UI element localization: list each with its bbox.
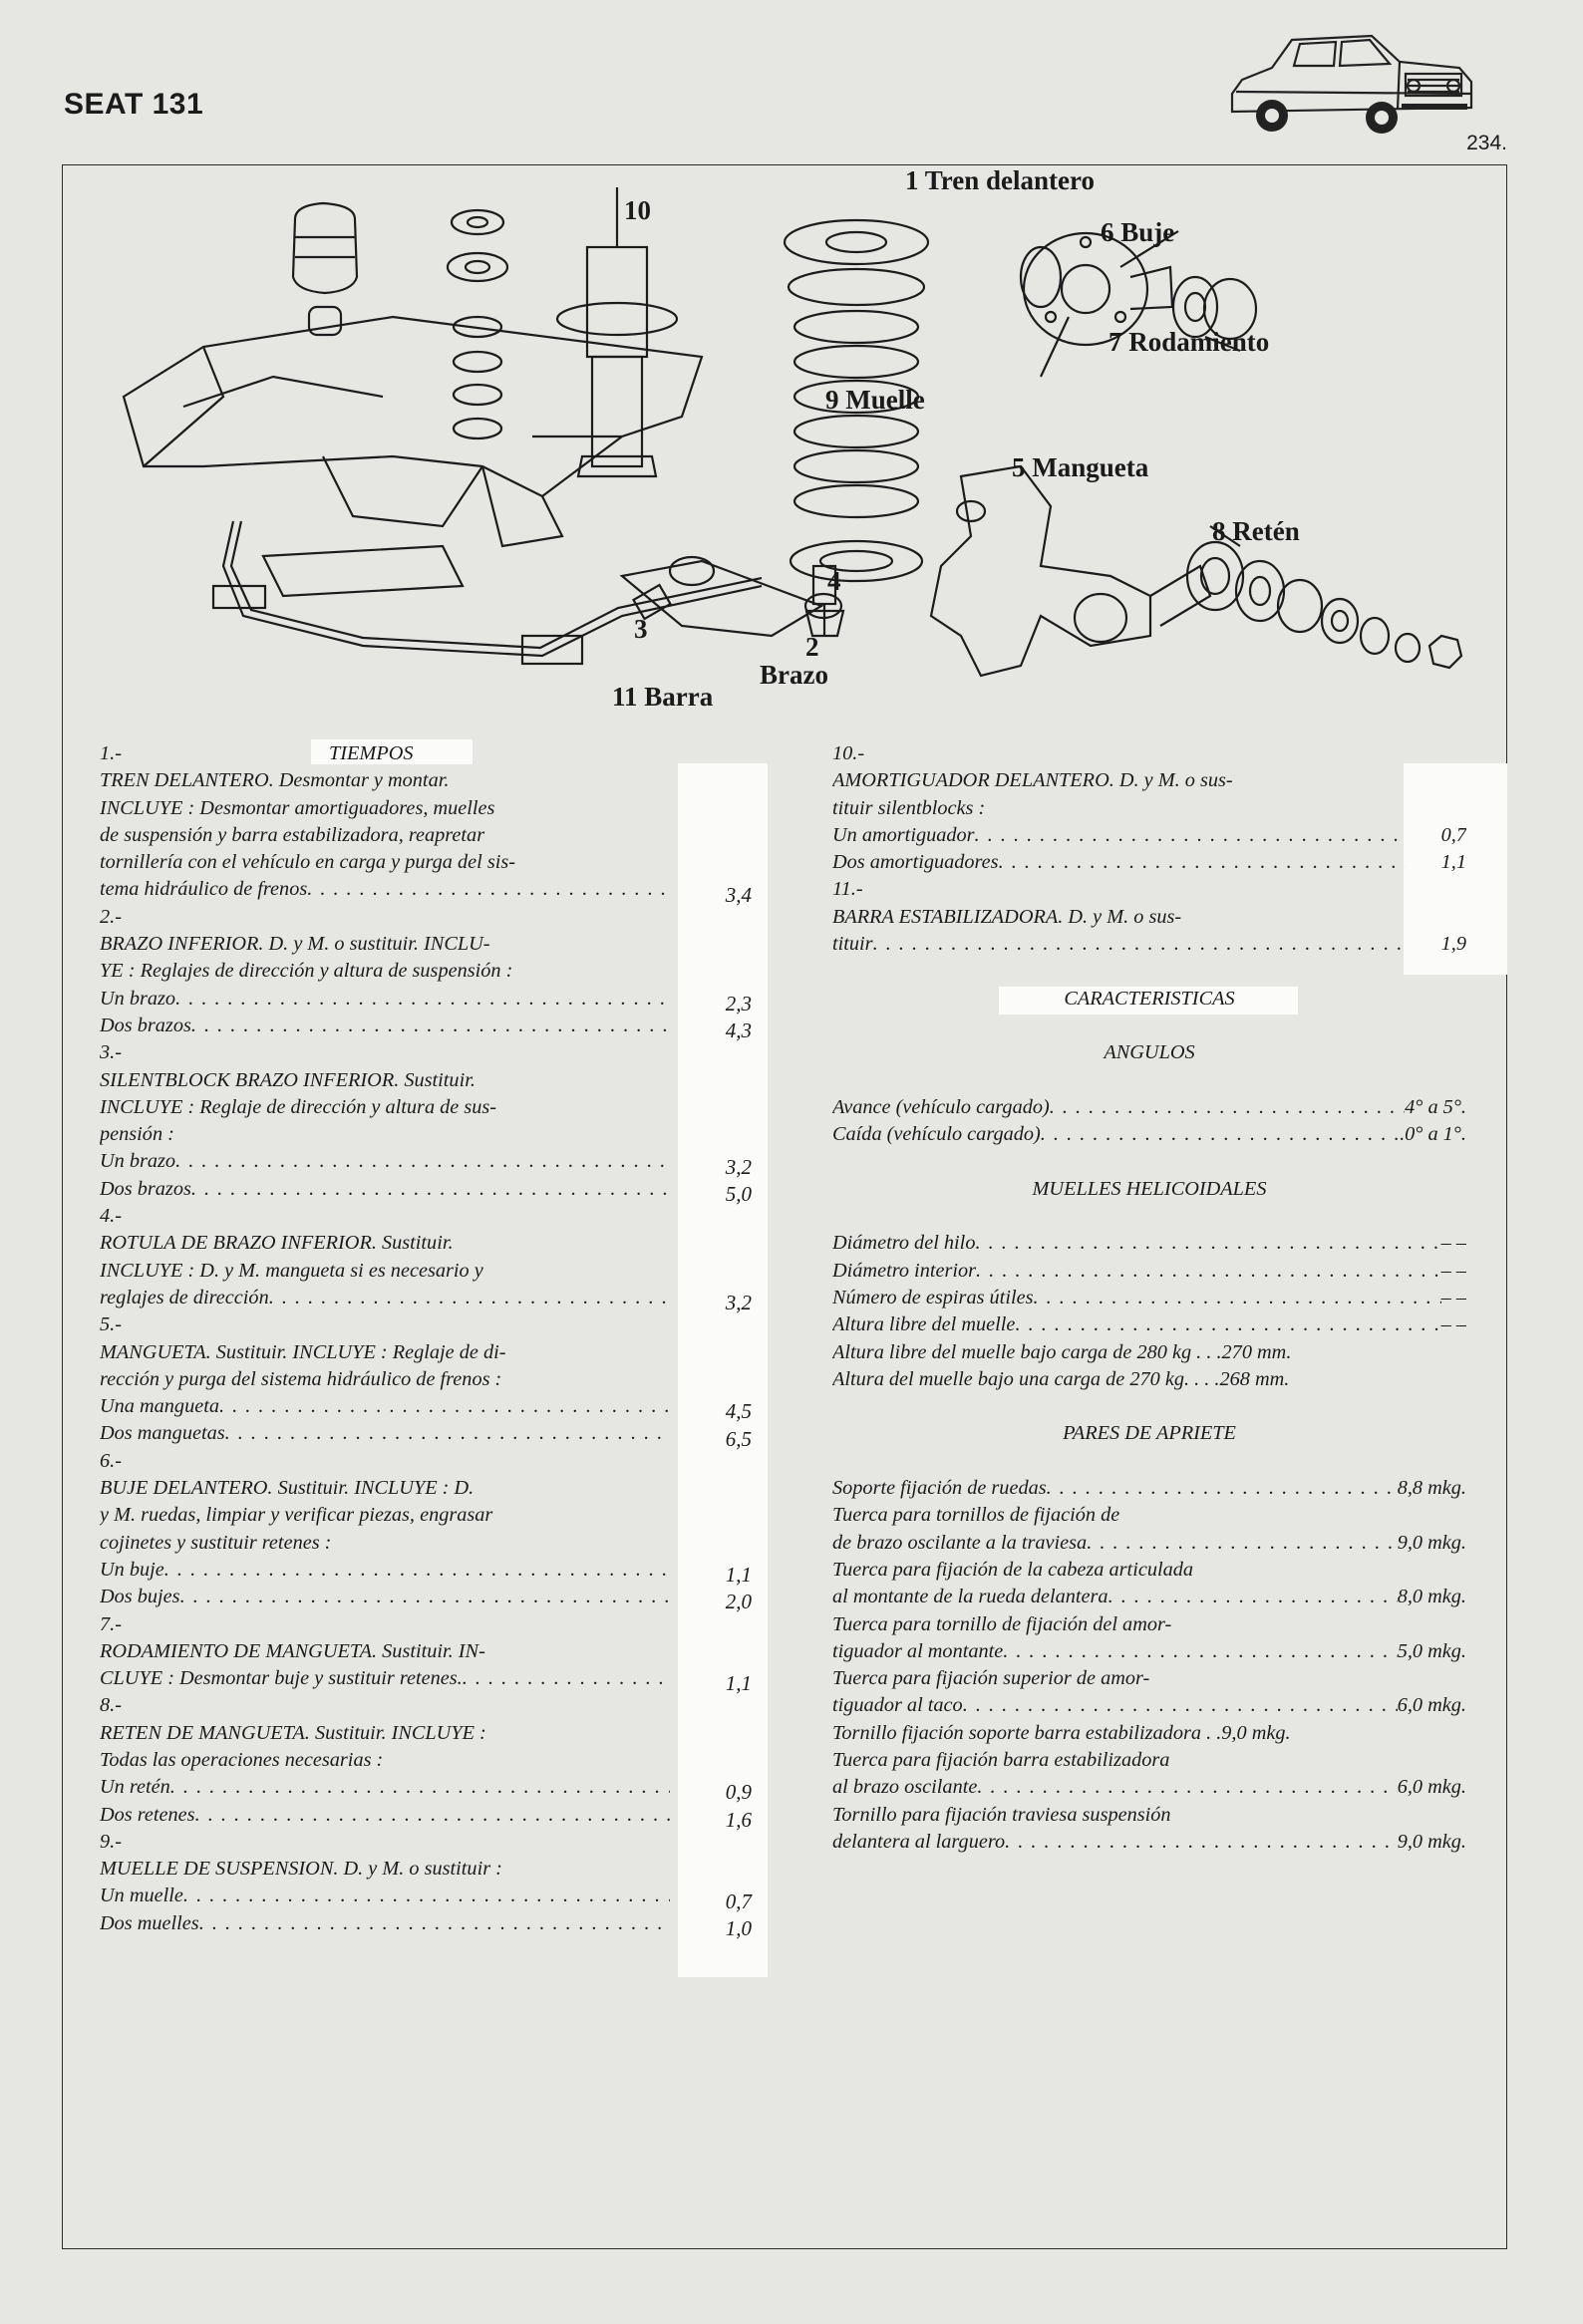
right-line [832, 1258, 1466, 1285]
left-line-text: 5.- [100, 1313, 122, 1336]
left-line-text: INCLUYE : Desmontar amortiguadores, muelles [100, 796, 495, 819]
left-line-text: tema hidráulico de frenos [100, 878, 308, 901]
spec-value: 8,0 mkg. [1397, 1586, 1466, 1608]
right-line [832, 1366, 1466, 1393]
right-line [832, 1638, 1466, 1665]
right-line-text: Caída (vehículo cargado) [832, 1123, 1041, 1146]
left-line-text: 2.- [100, 905, 122, 928]
right-line [832, 1339, 1466, 1366]
left-line-text: 3.- [100, 1041, 122, 1064]
left-line [100, 904, 670, 931]
left-line-text: INCLUYE : D. y M. mangueta si es necesario y [100, 1259, 483, 1282]
left-line [100, 1013, 670, 1039]
right-line-text: Altura libre del muelle bajo carga de 280 kg . . .270 mm. [832, 1340, 1292, 1363]
right-line [832, 849, 1466, 876]
left-line [100, 767, 670, 794]
left-line [100, 1692, 670, 1719]
right-line [832, 904, 1466, 931]
left-line-text: y M. ruedas, limpiar y verificar piezas, engrasar [100, 1504, 493, 1527]
right-line-text: Tornillo para fijación traviesa suspensión [832, 1803, 1171, 1826]
spec-value: 8,8 mkg. [1397, 1477, 1466, 1500]
leader-dots [976, 1258, 1441, 1285]
spec-value: 1,9 [1440, 933, 1466, 956]
leader-dots [1003, 1638, 1397, 1665]
left-line-text: Dos retenes [100, 1803, 195, 1826]
right-line-text: delantera al larguero [832, 1830, 1006, 1853]
right-line [832, 1747, 1466, 1774]
time-value: 0,7 [725, 1888, 752, 1913]
right-line [832, 1448, 1466, 1475]
left-line-text: BRAZO INFERIOR. D. y M. o sustituir. INCLU- [100, 933, 490, 956]
left-line [100, 1530, 670, 1557]
right-line-text: Dos amortiguadores [832, 851, 999, 874]
left-line [100, 1094, 670, 1121]
right-line [832, 1285, 1466, 1311]
spec-value: 0,7 [1440, 823, 1466, 846]
left-line-text: Un brazo [100, 987, 176, 1010]
left-line-text: Una mangueta [100, 1395, 219, 1418]
time-value: 0,9 [725, 1780, 752, 1805]
time-value: 2,3 [725, 991, 752, 1016]
left-line-text: Dos brazos [100, 1014, 191, 1036]
label-10: 10 [624, 195, 651, 225]
right-line-text: tituir [832, 933, 873, 956]
left-line [100, 1393, 670, 1420]
left-line [100, 1148, 670, 1175]
right-line [832, 931, 1466, 958]
spec-value: 1,1 [1440, 851, 1466, 874]
right-line-text: Diámetro del hilo [832, 1232, 976, 1255]
right-line [832, 1665, 1466, 1692]
right-line-text: Tuerca para tornillos de fijación de [832, 1504, 1120, 1527]
left-line [100, 1747, 670, 1774]
page-number: 234. [1466, 132, 1507, 154]
left-line-text: 9.- [100, 1830, 122, 1853]
right-line-text: Tuerca para fijación superior de amor- [832, 1667, 1150, 1690]
right-line-text: Altura del muelle bajo una carga de 270 kg. . . .268 mm. [832, 1367, 1290, 1390]
spec-value: – – [1440, 1286, 1466, 1308]
right-line-text: al brazo oscilante [832, 1776, 978, 1799]
left-line [100, 1910, 670, 1937]
time-value: 3,2 [725, 1291, 752, 1314]
right-line [832, 795, 1466, 822]
right-line [832, 1013, 1466, 1039]
right-line-text: AMORTIGUADOR DELANTERO. D. y M. o sus- [832, 769, 1233, 792]
left-line-text: Dos bujes [100, 1586, 180, 1608]
time-value: 4,3 [725, 1018, 752, 1042]
right-line-text: Tuerca para tornillo de fijación del amor- [832, 1612, 1172, 1635]
left-line-text: SILENTBLOCK BRAZO INFERIOR. Sustituir. [100, 1068, 475, 1091]
left-line-text: 4.- [100, 1205, 122, 1228]
label-7-rodamiento: 7 Rodamiento [1108, 327, 1270, 357]
leader-dots [463, 1665, 670, 1692]
spec-value: 6,0 mkg. [1397, 1694, 1466, 1717]
spec-value: 9,0 mkg. [1397, 1830, 1466, 1853]
left-line-text: tornillería con el vehículo en carga y purga del sis- [100, 851, 515, 874]
left-line [100, 1638, 670, 1665]
leader-dots [180, 1584, 670, 1610]
leader-dots [191, 1013, 670, 1039]
spec-value: .0° a 1°. [1400, 1123, 1466, 1146]
left-line-text: RODAMIENTO DE MANGUETA. Sustituir. IN- [100, 1639, 485, 1662]
time-value: 3,4 [725, 882, 752, 907]
right-line [832, 1502, 1466, 1529]
right-line [832, 1393, 1466, 1420]
shock-absorber-icon [557, 187, 677, 476]
right-line-text: Tuerca para fijación barra estabilizadora [832, 1748, 1170, 1771]
left-line [100, 1829, 670, 1856]
leader-dots [999, 849, 1406, 876]
right-line [832, 1720, 1466, 1747]
spec-value: – – [1440, 1259, 1466, 1282]
spec-value: – – [1440, 1313, 1466, 1336]
spec-value: – – [1440, 1232, 1466, 1255]
stabilizer-bar-icon [213, 521, 762, 664]
section-heading [832, 1176, 1466, 1203]
left-line-text: 6.- [100, 1449, 122, 1472]
steering-knuckle-icon [931, 466, 1210, 676]
right-line-text: tiguador al taco [832, 1694, 963, 1717]
left-line [100, 1067, 670, 1094]
left-line [100, 1039, 670, 1066]
right-line-text: CARACTERISTICAS [1064, 987, 1235, 1010]
right-line-text: BARRA ESTABILIZADORA. D. y M. o sus- [832, 905, 1182, 928]
leader-dots [225, 1420, 670, 1447]
left-line [100, 1420, 670, 1447]
left-line-text: RETEN DE MANGUETA. Sustituir. INCLUYE : [100, 1721, 486, 1744]
right-line-text: Altura libre del muelle [832, 1313, 1016, 1336]
left-line-text: rección y purga del sistema hidráulico de frenos : [100, 1367, 502, 1390]
left-line [100, 1883, 670, 1909]
left-line [100, 1584, 670, 1610]
left-line [100, 1720, 670, 1747]
leader-dots [1050, 1094, 1405, 1121]
left-line [100, 822, 670, 849]
left-line-text: Un retén [100, 1776, 170, 1799]
right-line-text: Soporte fijación de ruedas [832, 1477, 1047, 1500]
label-4: 4 [827, 566, 841, 596]
lower-arm-icon [622, 557, 841, 636]
left-line [100, 849, 670, 876]
leader-dots [1034, 1285, 1441, 1311]
time-value: 3,2 [725, 1154, 752, 1179]
left-line [100, 1448, 670, 1475]
right-line-text: Tornillo fijación soporte barra estabilizadora . .9,0 mkg. [832, 1721, 1291, 1744]
leader-dots [199, 1910, 670, 1937]
left-line [100, 1258, 670, 1285]
right-column-specs [832, 740, 1466, 1856]
left-line-text: pensión : [100, 1123, 174, 1146]
bump-stop-icon [293, 203, 357, 335]
left-line-text: MANGUETA. Sustituir. INCLUYE : Reglaje de di- [100, 1340, 506, 1363]
time-value: 1,1 [725, 1671, 752, 1696]
time-value: 1,6 [725, 1807, 752, 1832]
left-line-text: CLUYE : Desmontar buje y sustituir retenes. [100, 1667, 463, 1690]
right-line-text: Diámetro interior [832, 1259, 977, 1282]
right-line [832, 1530, 1466, 1557]
section-heading [832, 1420, 1466, 1447]
right-line-text: Número de espiras útiles [832, 1286, 1034, 1308]
left-line-text: INCLUYE : Reglaje de dirección y altura de sus- [100, 1095, 497, 1118]
left-line [100, 1203, 670, 1230]
time-value: 1,1 [725, 1563, 752, 1587]
right-line [832, 1802, 1466, 1829]
spec-value: 6,0 mkg. [1397, 1776, 1466, 1799]
time-value: 6,5 [725, 1426, 752, 1451]
left-line-text: 8.- [100, 1694, 122, 1717]
left-line-text: Un buje [100, 1558, 164, 1581]
right-line-text: PARES DE APRIETE [1063, 1422, 1236, 1445]
left-line-text: 1.- [100, 742, 122, 764]
left-line [100, 1557, 670, 1584]
leader-dots [175, 986, 670, 1013]
right-line [832, 1094, 1466, 1121]
leader-dots [977, 1774, 1397, 1801]
left-line [100, 958, 670, 985]
label-2: 2 [805, 632, 819, 662]
spec-value: 5,0 mkg. [1397, 1639, 1466, 1662]
left-line [100, 1366, 670, 1393]
right-line [832, 958, 1466, 985]
right-line [832, 1611, 1466, 1638]
right-line [832, 1230, 1466, 1257]
right-line-text: 11.- [832, 878, 863, 901]
label-5-mangueta: 5 Mangueta [1012, 452, 1149, 482]
leader-dots [1108, 1584, 1398, 1610]
leader-dots [1015, 1311, 1440, 1338]
left-line-text: reglajes de dirección [100, 1286, 269, 1308]
right-line [832, 767, 1466, 794]
left-line [100, 1856, 670, 1883]
left-line-text: ROTULA DE BRAZO INFERIOR. Sustituir. [100, 1232, 454, 1255]
time-value: 5,0 [725, 1181, 752, 1206]
leader-dots [175, 1148, 670, 1175]
right-line [832, 1829, 1466, 1856]
left-line [100, 1475, 670, 1502]
right-line-text: ANGULOS [1104, 1041, 1195, 1064]
left-line-text: Dos manguetas [100, 1422, 225, 1445]
leader-dots [873, 931, 1406, 958]
right-line [832, 1203, 1466, 1230]
right-line-text: Tuerca para fijación de la cabeza articulada [832, 1558, 1194, 1581]
leader-dots [269, 1285, 670, 1311]
right-line [832, 1311, 1466, 1338]
leader-dots [164, 1557, 670, 1584]
left-line [100, 1502, 670, 1529]
leader-dots [195, 1802, 670, 1829]
right-line [832, 1121, 1466, 1148]
left-line-text: de suspensión y barra estabilizadora, reapretar [100, 823, 485, 846]
left-column-operations [100, 740, 670, 1937]
left-line [100, 740, 670, 767]
leader-dots [170, 1774, 670, 1801]
leader-dots [975, 822, 1406, 849]
left-line-text: Dos muelles [100, 1911, 199, 1934]
leader-dots [1047, 1475, 1398, 1502]
left-line-text: MUELLE DE SUSPENSION. D. y M. o sustituir : [100, 1858, 502, 1881]
left-line [100, 1339, 670, 1366]
right-line [832, 1692, 1466, 1719]
right-line-text: MUELLES HELICOIDALES [1032, 1177, 1267, 1200]
left-line [100, 795, 670, 822]
leader-dots [1041, 1121, 1400, 1148]
right-line [832, 1584, 1466, 1610]
left-line [100, 1802, 670, 1829]
left-line [100, 876, 670, 903]
left-line-text: cojinetes y sustituir retenes : [100, 1531, 332, 1554]
left-line-text: BUJE DELANTERO. Sustituir. INCLUYE : D. [100, 1477, 475, 1500]
leader-dots [307, 876, 670, 903]
label-9-muelle: 9 Muelle [825, 385, 925, 415]
leader-dots [219, 1393, 670, 1420]
label-6-buje: 6 Buje [1101, 217, 1175, 247]
left-line [100, 1311, 670, 1338]
front-suspension-exploded-diagram [64, 167, 1505, 735]
spec-value: 4° a 5°. [1405, 1095, 1466, 1118]
label-11-barra: 11 Barra [612, 682, 714, 712]
right-line [832, 1475, 1466, 1502]
left-line-text: Dos brazos [100, 1177, 191, 1200]
brand-title: SEAT 131 [64, 88, 204, 121]
leader-dots [1005, 1829, 1398, 1856]
left-line [100, 1176, 670, 1203]
section-heading [832, 986, 1466, 1013]
right-line-text: Avance (vehículo cargado) [832, 1095, 1050, 1118]
right-line-text: tituir silentblocks : [832, 796, 986, 819]
right-line [832, 1557, 1466, 1584]
right-line [832, 1067, 1466, 1094]
left-line-text: Un brazo [100, 1150, 176, 1173]
left-line [100, 1774, 670, 1801]
time-value: 1,0 [725, 1915, 752, 1940]
section-heading [832, 1039, 1466, 1066]
left-line [100, 1665, 670, 1692]
right-line [832, 1148, 1466, 1175]
left-line [100, 1611, 670, 1638]
right-line-text: de brazo oscilante a la traviesa [832, 1531, 1088, 1554]
right-line-text: Un amortiguador [832, 823, 975, 846]
left-line [100, 986, 670, 1013]
right-line-text: 10.- [832, 742, 865, 764]
diagram-title: 1 Tren delantero [905, 165, 1096, 195]
seal-parts-icon [1187, 542, 1461, 668]
leader-dots [191, 1176, 670, 1203]
spec-value: 9,0 mkg. [1397, 1531, 1466, 1554]
left-line-text: Un muelle [100, 1885, 183, 1907]
left-line-text: TREN DELANTERO. Desmontar y montar. [100, 769, 450, 792]
right-line [832, 876, 1466, 903]
left-line-text: Todas las operaciones necesarias : [100, 1748, 384, 1771]
right-line [832, 740, 1466, 767]
leader-dots [183, 1883, 670, 1909]
car-thumbnail-icon [1222, 22, 1477, 145]
right-line [832, 822, 1466, 849]
left-line [100, 931, 670, 958]
tiempos-heading: TIEMPOS [329, 742, 414, 764]
leader-dots [1087, 1530, 1398, 1557]
left-line [100, 1285, 670, 1311]
right-line-text: al montante de la rueda delantera [832, 1586, 1108, 1608]
time-value: 4,5 [725, 1399, 752, 1424]
left-line-text: YE : Reglajes de dirección y altura de suspensión : [100, 960, 513, 983]
left-line [100, 1121, 670, 1148]
time-value: 2,0 [725, 1590, 752, 1614]
right-line [832, 1774, 1466, 1801]
left-line [100, 1230, 670, 1257]
left-line-text: 7.- [100, 1612, 122, 1635]
label-brazo: Brazo [760, 660, 828, 690]
label-3: 3 [634, 614, 648, 644]
leader-dots [975, 1230, 1440, 1257]
leader-dots [963, 1692, 1398, 1719]
right-line-text: tiguador al montante [832, 1639, 1004, 1662]
label-8-reten: 8 Retén [1212, 516, 1300, 546]
